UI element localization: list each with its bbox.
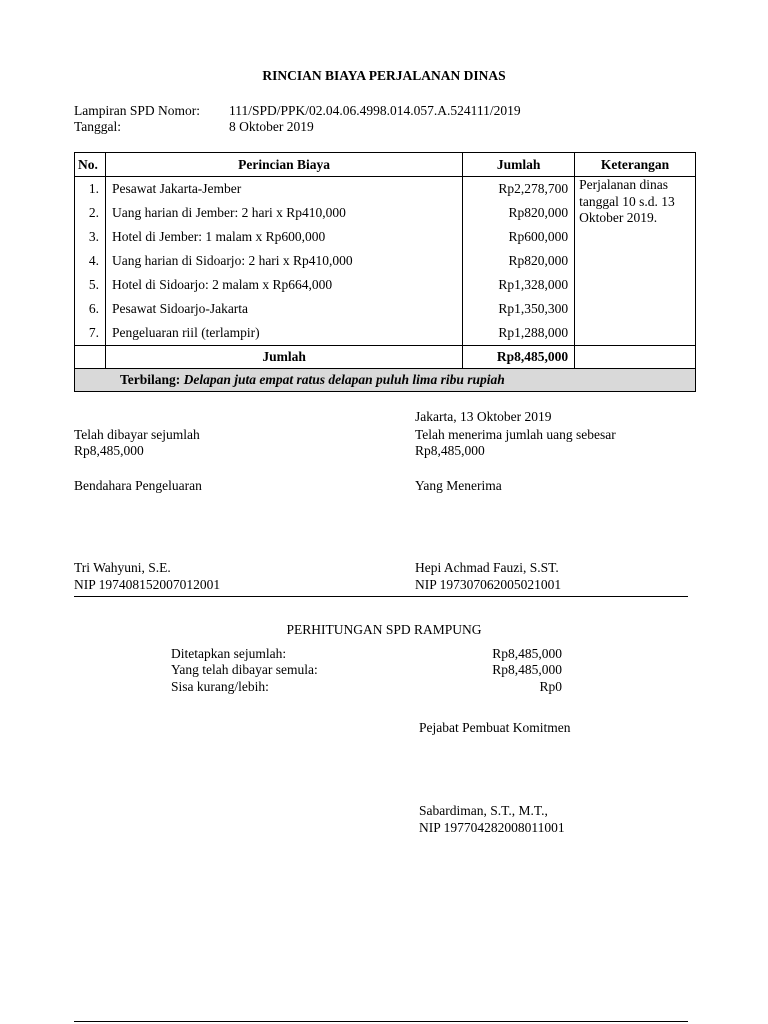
row-no: 5. [75, 273, 106, 297]
spd-number-value: 111/SPD/PPK/02.04.06.4998.014.057.A.524111/2019 [229, 103, 521, 118]
recipient-role: Yang Menerima [415, 478, 502, 493]
total-row [75, 346, 696, 369]
ppk-nip: NIP 197704282008011001 [419, 820, 565, 835]
row-amount: Rp1,350,300 [463, 297, 575, 321]
keterangan-cell: Perjalanan dinas tanggal 10 s.d. 13 Oktober 2019. [575, 177, 696, 346]
header-keterangan: Keterangan [575, 153, 696, 177]
paid-label: Telah dibayar sejumlah [74, 427, 200, 442]
row-desc: Pengeluaran riil (terlampir) [105, 321, 462, 346]
received-value: Rp8,485,000 [415, 443, 485, 458]
treasurer-nip: NIP 197408152007012001 [74, 577, 221, 592]
row-desc: Hotel di Sidoarjo: 2 malam x Rp664,000 [105, 273, 462, 297]
row-no: 7. [75, 321, 106, 346]
date-label: Tanggal: [74, 119, 122, 134]
calc-label-dibayar: Yang telah dibayar semula: [171, 662, 318, 677]
row-desc: Uang harian di Sidoarjo: 2 hari x Rp410,000 [105, 249, 462, 273]
table-row [75, 177, 696, 202]
recipient-name: Hepi Achmad Fauzi, S.ST. [415, 560, 559, 575]
calc-label-sisa: Sisa kurang/lebih: [171, 679, 269, 694]
row-amount: Rp1,328,000 [463, 273, 575, 297]
paid-value: Rp8,485,000 [74, 443, 144, 458]
table-header-row [75, 153, 696, 177]
total-label: Jumlah [105, 346, 462, 369]
header-perincian: Perincian Biaya [105, 153, 462, 177]
header-no: No. [75, 153, 106, 177]
ppk-name: Sabardiman, S.T., M.T., [419, 803, 548, 818]
terbilang-label: Terbilang: [120, 372, 181, 387]
date-value: 8 Oktober 2019 [229, 119, 314, 134]
row-amount: Rp820,000 [463, 249, 575, 273]
place-date: Jakarta, 13 Oktober 2019 [415, 409, 552, 424]
row-no: 3. [75, 225, 106, 249]
row-desc: Uang harian di Jember: 2 hari x Rp410,000 [105, 201, 462, 225]
total-value: Rp8,485,000 [463, 346, 575, 369]
header-jumlah: Jumlah [463, 153, 575, 177]
row-amount: Rp820,000 [463, 201, 575, 225]
row-amount: Rp2,278,700 [463, 177, 575, 202]
ppk-role: Pejabat Pembuat Komitmen [419, 720, 571, 735]
row-amount: Rp600,000 [463, 225, 575, 249]
terbilang-row [75, 369, 696, 392]
row-amount: Rp1,288,000 [463, 321, 575, 346]
total-empty-cell [75, 346, 106, 369]
row-no: 6. [75, 297, 106, 321]
total-keterangan-cell [575, 346, 696, 369]
calc-label-ditetapkan: Ditetapkan sejumlah: [171, 646, 287, 661]
terbilang-cell [75, 369, 696, 392]
row-desc: Pesawat Sidoarjo-Jakarta [105, 297, 462, 321]
treasurer-role: Bendahara Pengeluaran [74, 478, 202, 493]
calc-value-ditetapkan: Rp8,485,000 [492, 646, 562, 661]
calc-value-sisa: Rp0 [539, 679, 562, 694]
cost-table [74, 152, 696, 392]
row-desc: Pesawat Jakarta-Jember [105, 177, 462, 202]
recipient-nip: NIP 197307062005021001 [415, 577, 562, 592]
terbilang-value: Delapan juta empat ratus delapan puluh lima ribu rupiah [183, 372, 505, 387]
document-title: RINCIAN BIAYA PERJALANAN DINAS [262, 68, 506, 83]
calc-value-dibayar: Rp8,485,000 [492, 662, 562, 677]
row-desc: Hotel di Jember: 1 malam x Rp600,000 [105, 225, 462, 249]
row-no: 2. [75, 201, 106, 225]
section-divider [74, 596, 688, 597]
received-label: Telah menerima jumlah uang sebesar [415, 427, 616, 442]
rampung-title: PERHITUNGAN SPD RAMPUNG [286, 622, 482, 637]
spd-number-label: Lampiran SPD Nomor: [74, 103, 200, 118]
row-no: 1. [75, 177, 106, 202]
treasurer-name: Tri Wahyuni, S.E. [74, 560, 171, 575]
footer-divider [74, 1021, 688, 1022]
row-no: 4. [75, 249, 106, 273]
